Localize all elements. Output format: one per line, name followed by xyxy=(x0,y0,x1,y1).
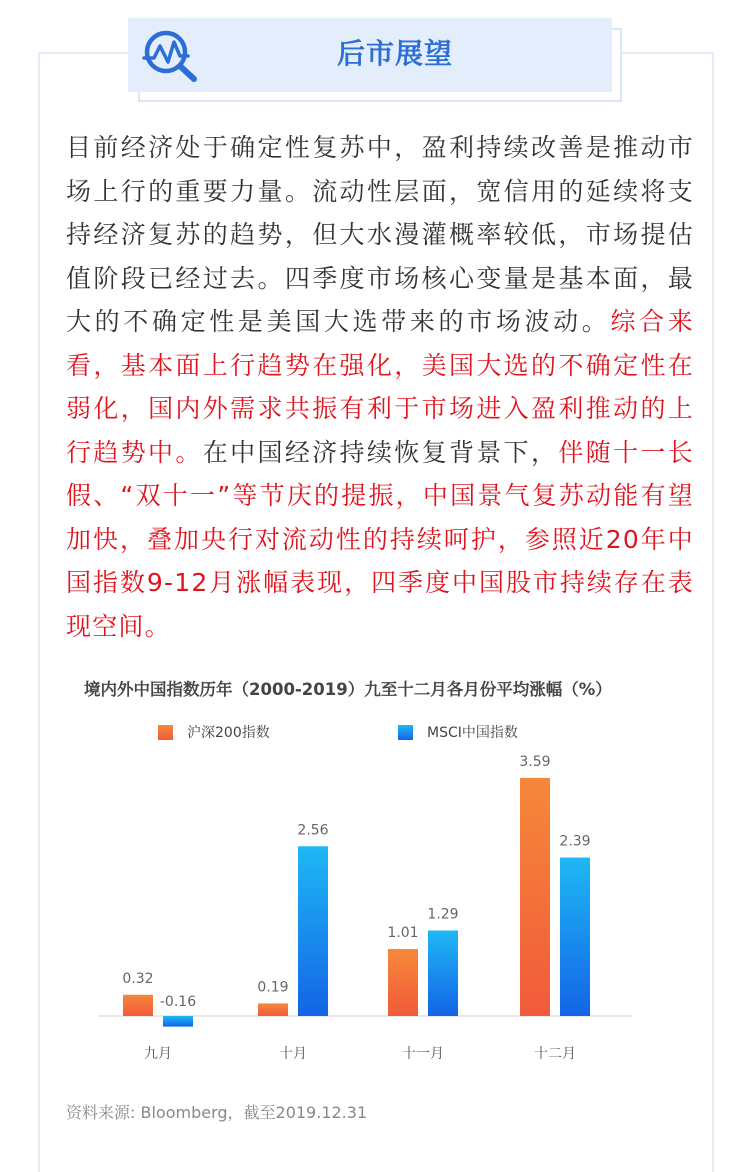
paragraph-segment: 目前经济处于确定性复苏中，盈利持续改善是推动市场上行的重要力量。流动性层面，宽信用的延续将支持经济复苏的趋势，但大水漫灌概率较低，市场提估值阶段已经过去。四季度市场核心变量是基本面，最大的不确定性是美国大选带来的市场波动。 xyxy=(66,133,694,336)
legend-item-msci xyxy=(398,722,518,742)
bar-value-label: 0.19 xyxy=(257,979,289,996)
bar-msci-0 xyxy=(163,1016,193,1027)
bar-value-label: 1.29 xyxy=(427,906,459,923)
bar-chart xyxy=(0,740,751,1080)
bar-value-label: -0.16 xyxy=(159,994,197,1010)
chart-title: 境内外中国指数历年（2000-2019）九至十二月各月份平均涨幅（%） xyxy=(84,680,612,699)
bar-value-label: 1.01 xyxy=(387,925,419,942)
source-note: 资料来源: Bloomberg，截至2019.12.31 xyxy=(66,1103,368,1122)
bar-csi-3 xyxy=(520,778,550,1016)
bar-msci-2 xyxy=(428,930,458,1016)
bar-csi-1 xyxy=(258,1003,288,1016)
bar-msci-3 xyxy=(560,858,590,1016)
x-tick-label: 十一月 xyxy=(402,1046,444,1062)
page-title: 后市展望 xyxy=(336,37,453,70)
bar-value-label: 2.56 xyxy=(297,822,329,839)
x-tick-label: 九月 xyxy=(144,1046,172,1062)
legend-swatch-csi xyxy=(158,725,173,740)
bar-msci-1 xyxy=(298,846,328,1016)
legend-swatch-msci xyxy=(398,725,413,740)
bar-csi-2 xyxy=(388,949,418,1016)
bar-value-label: 0.32 xyxy=(122,970,154,987)
paragraph-highlight: 综合来看，基本面上行趋势在强化，美国大选的不确定性在弱化，国内外需求共振有利于市场进入盈利推动的上行趋势中。 xyxy=(66,307,694,467)
bar-value-label: 2.39 xyxy=(559,833,591,850)
paragraph-highlight: 伴随十一长假、“双十一”等节庆的提振，中国景气复苏动能有望加快，叠加央行对流动性的持续呵护，参照近20年中国指数9-12月涨幅表现，四季度中国股市持续存在表现空间。 xyxy=(66,437,694,641)
paragraph-segment: 在中国经济持续恢复背景下， xyxy=(202,437,559,467)
bar-csi-0 xyxy=(123,995,153,1016)
legend-label: 沪深200指数 xyxy=(187,725,270,741)
body-paragraph xyxy=(66,126,694,648)
legend-item-csi xyxy=(158,722,270,742)
x-tick-label: 十二月 xyxy=(534,1046,576,1062)
bar-value-label: 3.59 xyxy=(519,753,551,770)
x-tick-label: 十月 xyxy=(279,1046,307,1062)
magnifier-trend-icon xyxy=(142,28,202,84)
legend-label: MSCI中国指数 xyxy=(427,725,518,741)
